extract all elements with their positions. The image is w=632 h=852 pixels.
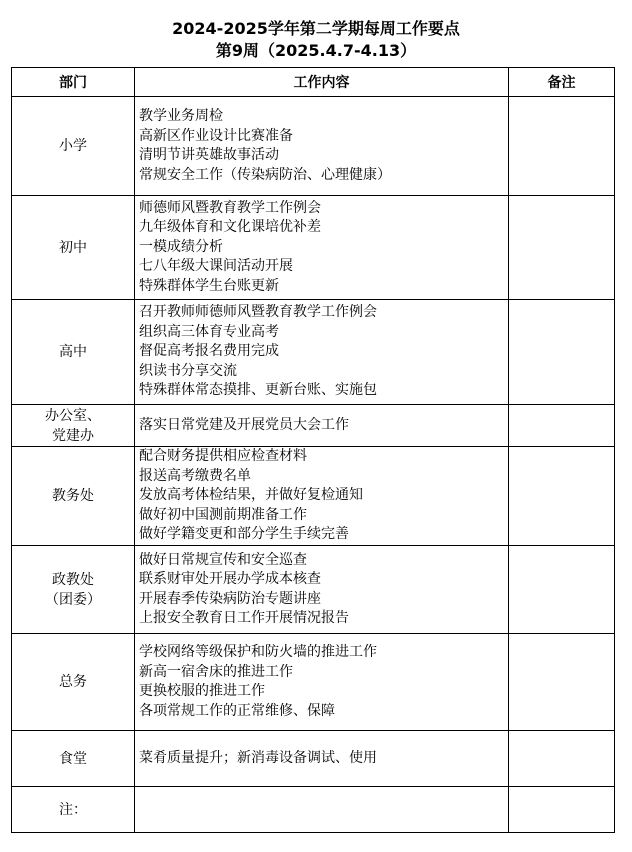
remark-cell	[509, 787, 615, 833]
remark-cell	[509, 546, 615, 634]
table-row	[12, 634, 615, 731]
remark-cell	[509, 634, 615, 731]
task-item: 菜肴质量提升；新消毒设备调试、使用	[139, 749, 377, 766]
remark-cell	[509, 447, 615, 546]
department-cell	[12, 97, 135, 196]
department-name: 党建办	[52, 427, 94, 444]
remark-cell	[509, 97, 615, 196]
task-item: 发放高考体检结果，并做好复检通知	[139, 487, 363, 504]
table-row	[12, 300, 615, 405]
tasks-cell	[135, 196, 509, 300]
task-item: 配合财务提供相应检查材料	[139, 448, 307, 465]
department-name: 教务处	[52, 488, 94, 504]
department-cell	[12, 447, 135, 546]
department-cell	[12, 546, 135, 634]
remark-cell	[509, 731, 615, 787]
department-name: 政教处	[52, 571, 94, 588]
task-item: 上报安全教育日工作开展情况报告	[139, 610, 349, 626]
task-item: 高新区作业设计比赛准备	[139, 127, 293, 144]
tasks-cell	[135, 787, 509, 833]
department-name: 高中	[59, 344, 87, 360]
tasks-cell	[135, 97, 509, 196]
weekly-plan-table	[11, 67, 615, 833]
task-item: 织读书分享交流	[139, 362, 237, 379]
table-header-row	[12, 68, 615, 97]
table-row	[12, 447, 615, 546]
table-row	[12, 405, 615, 447]
department-name: 总务	[59, 674, 87, 690]
column-header-department: 部门	[12, 68, 135, 97]
task-item: 召开教师师德师风暨教育教学工作例会	[139, 304, 377, 321]
department-name: 初中	[59, 239, 87, 256]
table-row	[12, 787, 615, 833]
task-item: 做好日常规宣传和安全巡查	[139, 551, 307, 568]
task-item: 师德师风暨教育教学工作例会	[139, 199, 321, 216]
task-item: 组织高三体育专业高考	[139, 323, 279, 340]
task-item: 教学业务周检	[139, 108, 223, 124]
task-item: 七八年级大课间活动开展	[139, 258, 293, 275]
department-cell	[12, 405, 135, 447]
department-name: 注：	[59, 801, 87, 818]
tasks-cell	[135, 546, 509, 634]
department-cell	[12, 300, 135, 405]
remark-cell	[509, 196, 615, 300]
department-name: 小学	[59, 138, 87, 154]
department-name: （团委）	[45, 591, 101, 608]
column-header-remark: 备注	[509, 68, 615, 97]
document-title: 2024-2025学年第二学期每周工作要点	[172, 19, 460, 38]
task-item: 各项常规工作的正常维修、保障	[139, 702, 335, 719]
task-item: 九年级体育和文化课培优补差	[139, 219, 321, 236]
task-item: 落实日常党建及开展党员大会工作	[139, 416, 349, 433]
task-item: 学校网络等级保护和防火墙的推进工作	[139, 644, 377, 660]
task-item: 做好学籍变更和部分学生手续完善	[139, 526, 349, 543]
task-item: 新高一宿舍床的推进工作	[139, 663, 293, 680]
department-cell	[12, 196, 135, 300]
task-item: 报送高考缴费名单	[139, 467, 251, 484]
task-item: 做好初中国测前期准备工作	[139, 506, 307, 523]
table-row	[12, 97, 615, 196]
task-item: 特殊群体学生台账更新	[139, 277, 279, 294]
task-item: 更换校服的推进工作	[139, 683, 265, 699]
table-row	[12, 196, 615, 300]
task-item: 督促高考报名费用完成	[139, 343, 279, 360]
document-subtitle: 第9周（2025.4.7-4.13）	[215, 41, 417, 60]
task-item: 清明节讲英雄故事活动	[139, 147, 279, 163]
department-cell	[12, 731, 135, 787]
task-item: 常规安全工作（传染病防治、心理健康）	[139, 166, 391, 183]
task-item: 一模成绩分析	[139, 238, 223, 255]
column-header-tasks: 工作内容	[135, 68, 509, 97]
table-row	[12, 731, 615, 787]
department-cell	[12, 787, 135, 833]
remark-cell	[509, 405, 615, 447]
department-name: 办公室、	[45, 407, 101, 424]
tasks-cell	[135, 731, 509, 787]
task-item: 开展春季传染病防治专题讲座	[139, 590, 321, 607]
task-item: 特殊群体常态摸排、更新台账、实施包	[139, 382, 377, 399]
tasks-cell	[135, 300, 509, 405]
department-name: 食堂	[59, 750, 87, 767]
tasks-cell	[135, 405, 509, 447]
tasks-cell	[135, 447, 509, 546]
tasks-cell	[135, 634, 509, 731]
remark-cell	[509, 300, 615, 405]
department-cell	[12, 634, 135, 731]
table-row	[12, 546, 615, 634]
task-item: 联系财审处开展办学成本核查	[139, 571, 321, 587]
